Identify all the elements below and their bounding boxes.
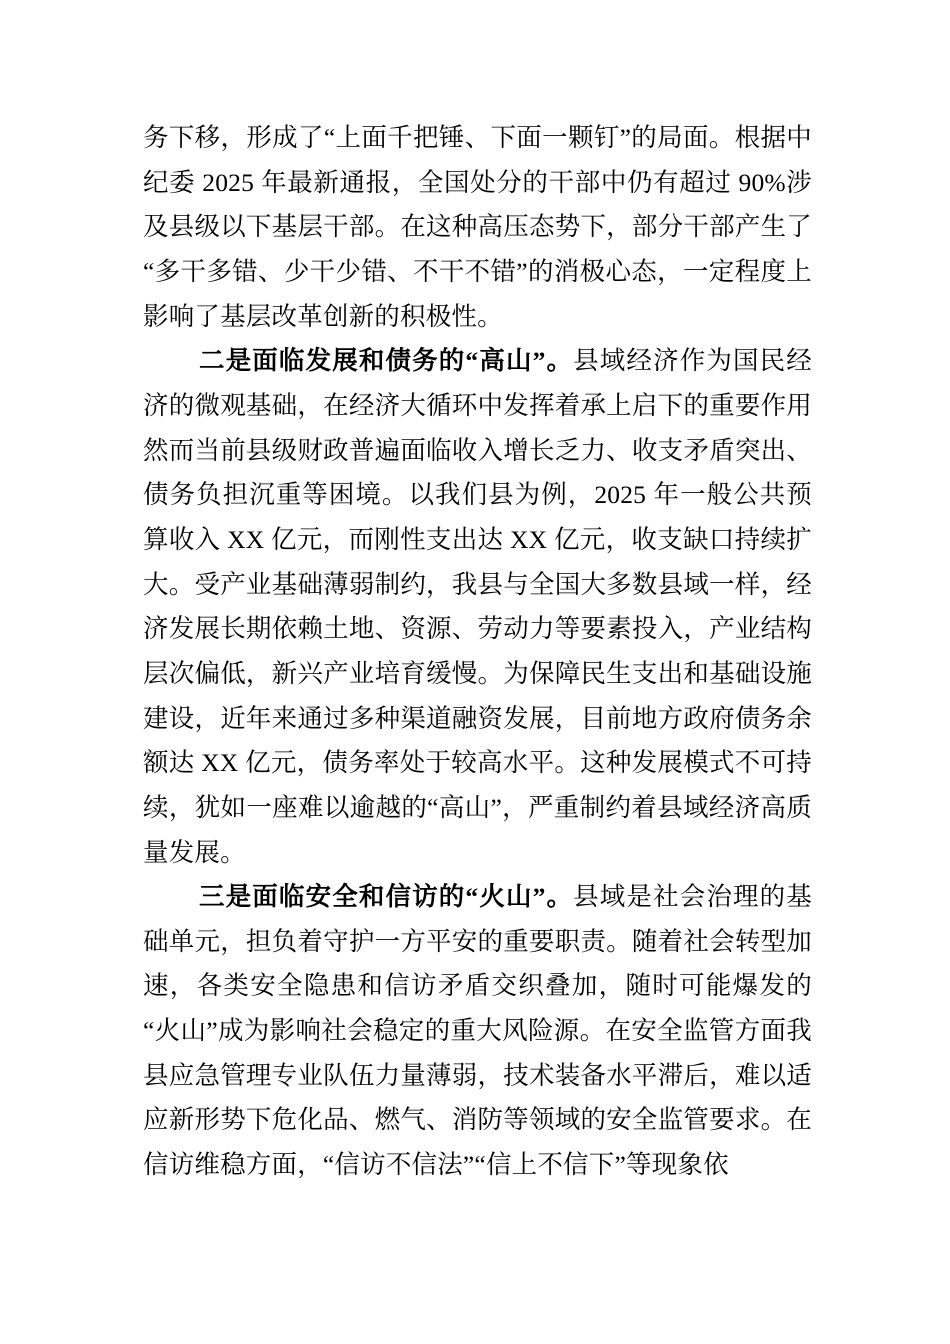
- paragraph-third-point-text: 县域是社会治理的基础单元，担负着守护一方平安的重要职责。随着社会转型加速，各类安全隐患和信访矛盾交织叠加，随时可能爆发的“火山”成为影响社会稳定的重大风险源。在安全监管方面我县应急管理专业队伍力量薄弱，技术装备水平滞后，难以适应新形势下危化品、燃气、消防等领域的安全监管要求。在信访维稳方面，“信访不信法”“信上不信下”等现象依: [143, 882, 812, 1180]
- paragraph-continuation-text: 务下移，形成了“上面千把锤、下面一颗钉”的局面。根据中纪委 2025 年最新通报，全国处分的干部中仍有超过 90%涉及县级以下基层干部。在这种高压态势下，部分干部产生了“多干多错、少干少错、不干不错”的消极心态，一定程度上影响了基层改革创新的积极性。: [143, 123, 812, 331]
- paragraph-second-point-lead-bold: 二是面临发展和债务的“高山”。: [199, 346, 574, 376]
- paragraph-continuation: [143, 116, 812, 339]
- paragraph-second-point: [143, 339, 812, 875]
- paragraph-third-point-lead-bold: 三是面临安全和信访的“火山”。: [199, 882, 574, 912]
- paragraph-second-point-text: 县域经济作为国民经济的微观基础，在经济大循环中发挥着承上启下的重要作用然而当前县级财政普遍面临收入增长乏力、收支矛盾突出、债务负担沉重等困境。以我们县为例，2025 年一般公共预算收入 XX 亿元，而刚性支出达 XX 亿元，收支缺口持续扩大。受产业基础薄弱制约，我县与全国大多数县域一样，经济发展长期依赖土地、资源、劳动力等要素投入，产业结构层次偏低，新兴产业培育缓慢。为保障民生支出和基础设施建设，近年来通过多种渠道融资发展，目前地方政府债务余额达 XX 亿元，债务率处于较高水平。这种发展模式不可持续，犹如一座难以逾越的“高山”，严重制约着县域经济高质量发展。: [143, 346, 812, 867]
- document-body: [143, 116, 812, 1188]
- paragraph-third-point: [143, 875, 812, 1188]
